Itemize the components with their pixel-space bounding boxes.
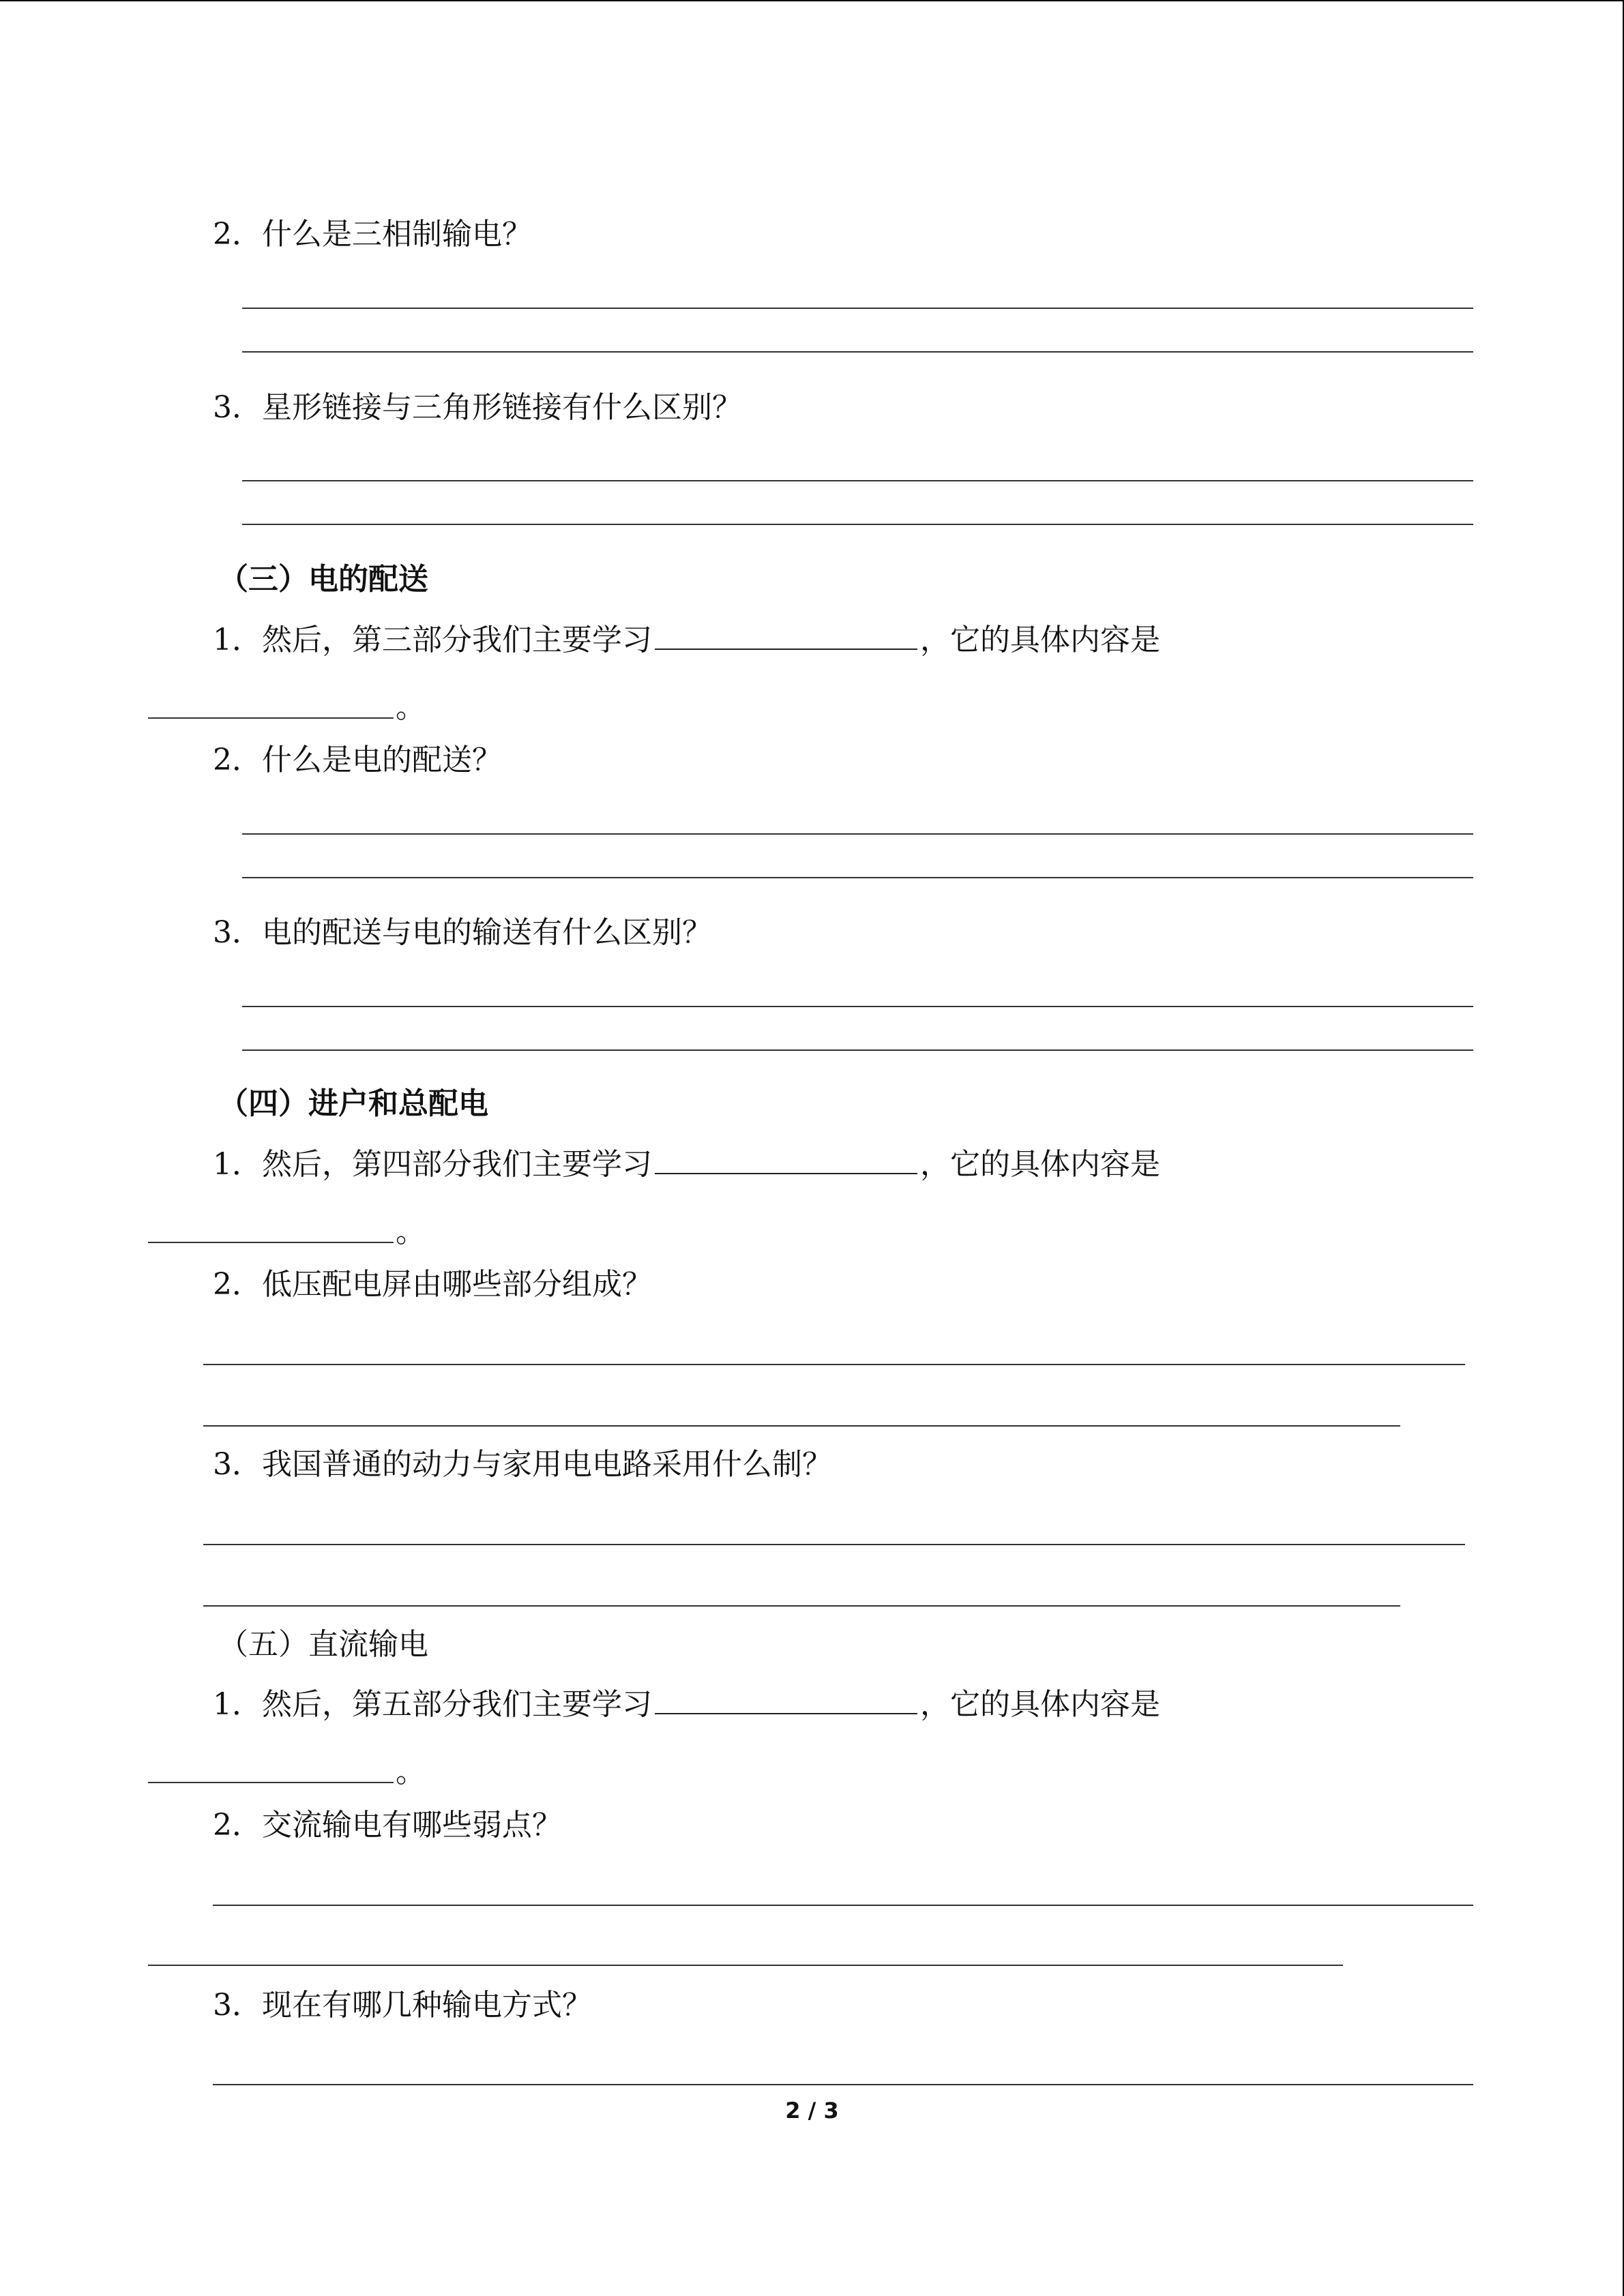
q1-suffix: ，它的具体内容是 [920,623,1160,657]
answer-line[interactable] [242,1006,1473,1007]
q1-suffix: ，它的具体内容是 [920,1687,1160,1722]
q1-prefix: 1．然后，第三部分我们主要学习 [213,623,652,657]
fill-blank[interactable] [655,1146,917,1174]
section-five-q1 [213,1686,1160,1724]
page-number: 2 / 3 [785,2098,839,2123]
q1-end-mark: 。 [396,1755,426,1789]
answer-line[interactable] [203,1425,1400,1427]
q1-prefix: 1．然后，第五部分我们主要学习 [213,1687,652,1722]
fill-blank[interactable] [655,1686,917,1714]
section-four-title: （四）进户和总配电 [218,1086,488,1121]
section-three-q1 [213,621,1160,659]
answer-line[interactable] [242,524,1473,525]
answer-line[interactable] [242,877,1473,878]
fill-blank-continued[interactable] [148,717,394,719]
question-2-low-voltage-panel: 2．低压配电屏由哪些部分组成？ [213,1267,652,1302]
answer-line[interactable] [213,2084,1473,2085]
answer-line[interactable] [242,308,1473,309]
question-3-star-delta: 3．星形链接与三角形链接有什么区别？ [213,390,742,425]
question-3-power-system: 3．我国普通的动力与家用电电路采用什么制？ [213,1447,832,1482]
fill-blank[interactable] [655,621,917,650]
answer-line[interactable] [203,1605,1400,1607]
question-3-distribution-vs-transmission: 3．电的配送与电的输送有什么区别？ [213,915,712,950]
question-3-transmission-methods: 3．现在有哪几种输电方式？ [213,1988,592,2023]
answer-line[interactable] [203,1364,1465,1365]
section-four-q1 [213,1146,1160,1184]
answer-line[interactable] [148,1965,1343,1966]
answer-line[interactable] [242,833,1473,835]
section-five-title: （五）直流输电 [218,1627,428,1662]
question-2-three-phase: 2．什么是三相制输电？ [213,217,532,252]
answer-line[interactable] [242,351,1473,353]
question-2-ac-weakness: 2．交流输电有哪些弱点？ [213,1808,562,1843]
fill-blank-continued[interactable] [148,1242,394,1243]
q1-suffix: ，它的具体内容是 [920,1147,1160,1182]
answer-line[interactable] [213,1905,1473,1906]
q1-prefix: 1．然后，第四部分我们主要学习 [213,1147,652,1182]
fill-blank-continued[interactable] [148,1782,394,1783]
answer-line[interactable] [242,480,1473,481]
q1-end-mark: 。 [396,690,426,725]
answer-line[interactable] [203,1544,1465,1545]
question-2-distribution: 2．什么是电的配送？ [213,743,502,777]
section-three-title: （三）电的配送 [218,562,428,597]
q1-end-mark: 。 [396,1214,426,1249]
answer-line[interactable] [242,1049,1473,1051]
